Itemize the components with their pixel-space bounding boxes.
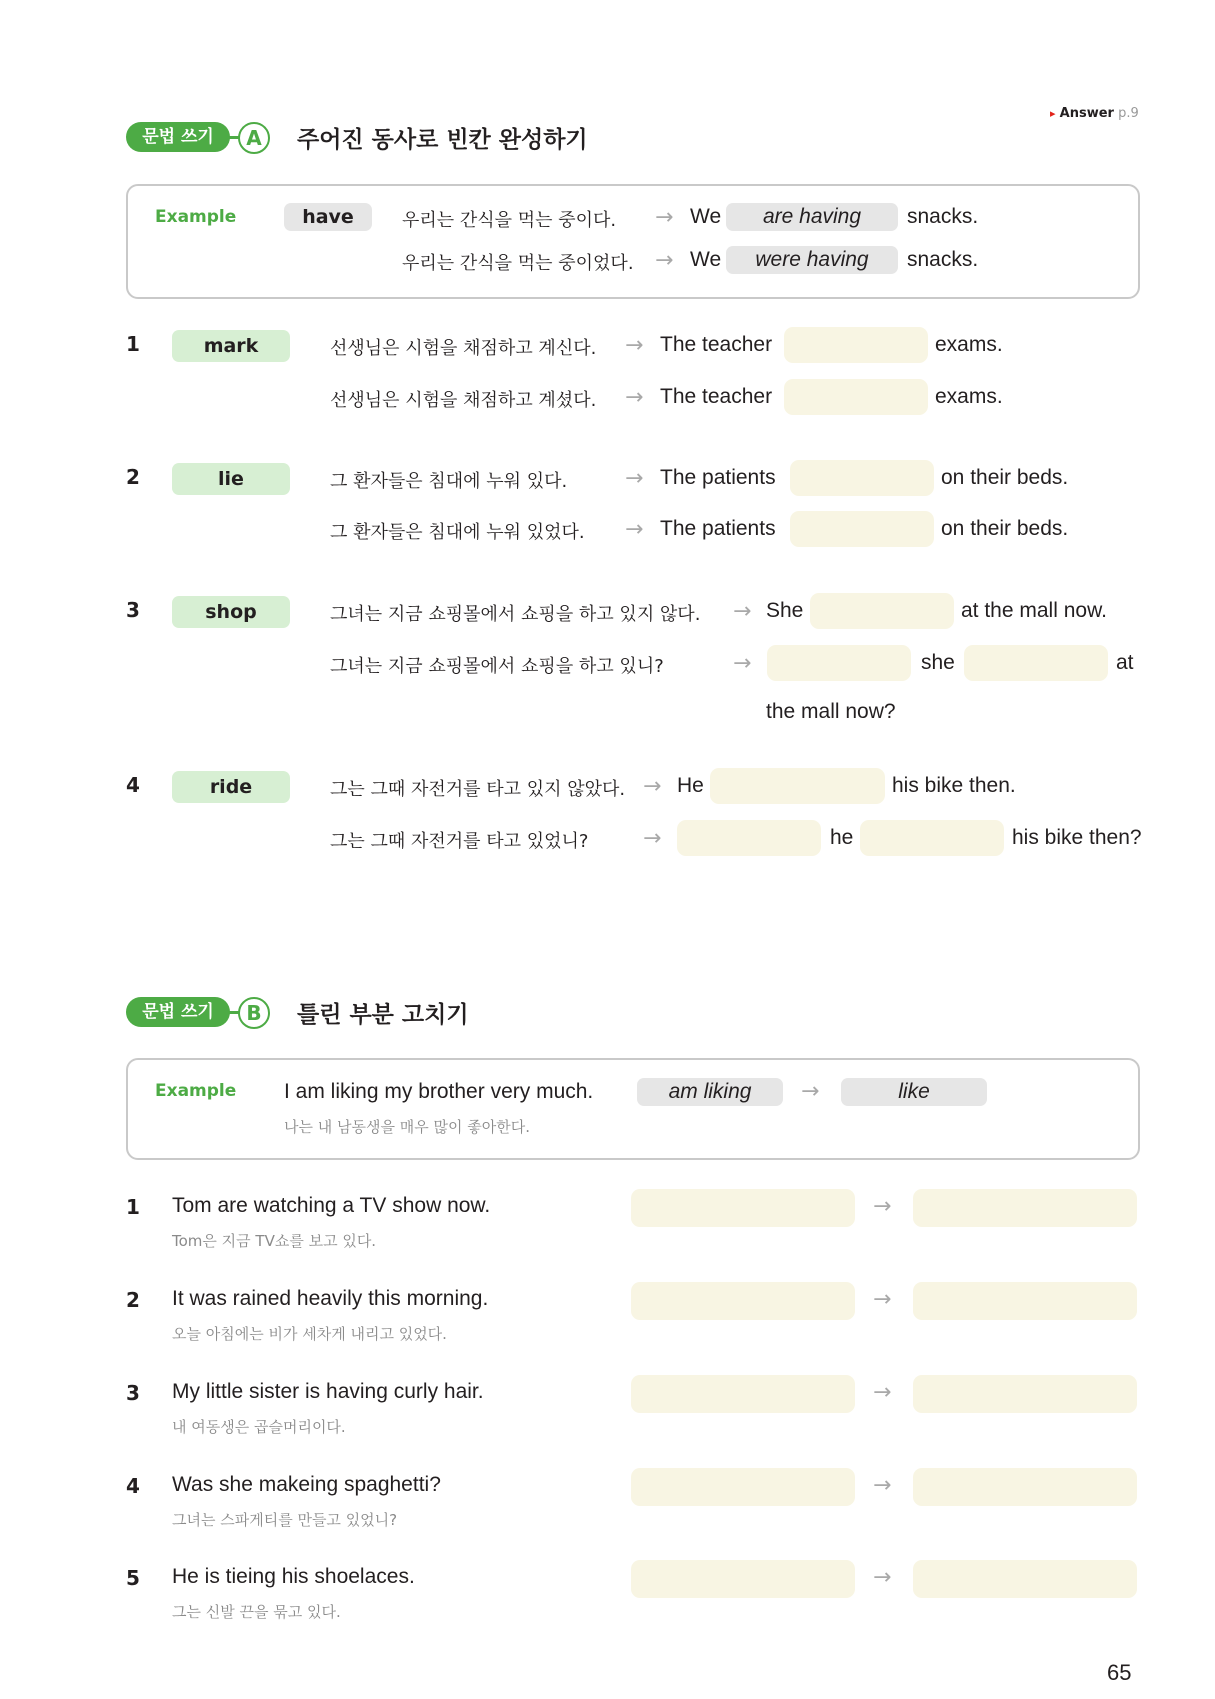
example-subject-2: We	[690, 248, 722, 271]
item-rest: his bike then.	[892, 774, 1016, 797]
item-ko: 그녀는 스파게티를 만들고 있었니?	[172, 1511, 398, 1529]
item-subject: The patients	[660, 517, 776, 540]
answer-blank[interactable]	[710, 768, 885, 804]
section-b-badge: 문법 쓰기	[126, 997, 230, 1027]
section-a-title: 주어진 동사로 빈칸 완성하기	[297, 127, 588, 153]
answer-blank[interactable]	[784, 379, 928, 415]
item-rest: exams.	[935, 385, 1003, 408]
item-rest: at	[1116, 651, 1134, 674]
item-ko: 그 환자들은 침대에 누워 있다.	[330, 471, 568, 492]
item-ko: 그는 그때 자전거를 타고 있었니?	[330, 831, 589, 852]
item-number: 1	[126, 1195, 140, 1219]
correction-blank[interactable]	[913, 1282, 1137, 1320]
item-continuation: the mall now?	[766, 700, 896, 723]
item-subject: He	[677, 774, 704, 797]
example-sentence: I am liking my brother very much.	[284, 1080, 594, 1103]
item-sentence: My little sister is having curly hair.	[172, 1380, 484, 1403]
item-ko: Tom은 지금 TV쇼를 보고 있다.	[172, 1232, 377, 1250]
item-rest: on their beds.	[941, 517, 1069, 540]
wrong-part-blank[interactable]	[631, 1375, 855, 1413]
item-sentence: He is tieing his shoelaces.	[172, 1565, 415, 1588]
section-a-example-box	[126, 184, 1140, 299]
section-b-example-box	[126, 1058, 1140, 1160]
arrow-icon: →	[873, 1380, 892, 1405]
section-b-letter: B	[238, 997, 270, 1029]
example-ko-2: 우리는 간식을 먹는 중이었다.	[402, 253, 634, 274]
item-sentence: Was she makeing spaghetti?	[172, 1473, 441, 1496]
example-rest-2: snacks.	[907, 248, 979, 271]
item-rest: exams.	[935, 333, 1003, 356]
section-a-letter: A	[238, 122, 270, 154]
item-subject: The teacher	[660, 333, 773, 356]
example-ko: 나는 내 남동생을 매우 많이 좋아한다.	[284, 1118, 530, 1136]
arrow-icon: →	[733, 599, 752, 624]
wrong-part-blank[interactable]	[631, 1189, 855, 1227]
arrow-icon: →	[873, 1194, 892, 1219]
item-number: 4	[126, 773, 140, 797]
wrong-part-blank[interactable]	[631, 1282, 855, 1320]
answer-reference	[1050, 106, 1139, 121]
example-label: Example	[155, 1081, 237, 1101]
arrow-icon: →	[733, 651, 752, 676]
arrow-icon: →	[801, 1079, 820, 1104]
answer-blank[interactable]	[677, 820, 821, 856]
arrow-icon: →	[873, 1473, 892, 1498]
item-number: 2	[126, 1288, 140, 1312]
page-number: 65	[1107, 1660, 1132, 1685]
item-sentence: Tom are watching a TV show now.	[172, 1194, 491, 1217]
item-verb: lie	[172, 463, 290, 495]
answer-blank[interactable]	[790, 511, 934, 547]
wrong-part-blank[interactable]	[631, 1560, 855, 1598]
answer-blank[interactable]	[790, 460, 934, 496]
item-ko: 선생님은 시험을 채점하고 계셨다.	[330, 390, 597, 411]
item-ko: 내 여동생은 곱슬머리이다.	[172, 1418, 346, 1436]
item-mid: he	[830, 826, 854, 849]
arrow-icon: →	[655, 205, 674, 230]
answer-blank[interactable]	[784, 327, 928, 363]
item-ko: 그는 그때 자전거를 타고 있지 않았다.	[330, 779, 626, 800]
arrow-icon: →	[643, 774, 662, 799]
arrow-icon: →	[873, 1565, 892, 1590]
example-wrong: am liking	[637, 1078, 783, 1106]
arrow-icon: →	[625, 466, 644, 491]
item-subject: The teacher	[660, 385, 773, 408]
arrow-icon: →	[643, 826, 662, 851]
item-ko: 그녀는 지금 쇼핑몰에서 쇼핑을 하고 있니?	[330, 656, 664, 677]
item-ko: 그녀는 지금 쇼핑몰에서 쇼핑을 하고 있지 않다.	[330, 604, 701, 625]
example-verb: have	[284, 203, 372, 231]
triangle-marker-icon: ▸	[1050, 107, 1056, 120]
item-rest: his bike then?	[1012, 826, 1142, 849]
item-rest: on their beds.	[941, 466, 1069, 489]
correction-blank[interactable]	[913, 1560, 1137, 1598]
wrong-part-blank[interactable]	[631, 1468, 855, 1506]
item-verb: ride	[172, 771, 290, 803]
answer-blank[interactable]	[860, 820, 1004, 856]
example-label: Example	[155, 207, 237, 227]
arrow-icon: →	[625, 385, 644, 410]
item-ko: 그 환자들은 침대에 누워 있었다.	[330, 522, 585, 543]
item-number: 4	[126, 1474, 140, 1498]
answer-blank[interactable]	[767, 645, 911, 681]
answer-blank[interactable]	[964, 645, 1108, 681]
section-b-title: 틀린 부분 고치기	[297, 1002, 469, 1028]
item-ko: 선생님은 시험을 채점하고 계신다.	[330, 338, 597, 359]
item-number: 1	[126, 332, 140, 356]
example-correct: like	[841, 1078, 987, 1106]
example-answer-1: are having	[726, 203, 898, 231]
item-sentence: It was rained heavily this morning.	[172, 1287, 489, 1310]
item-subject: The patients	[660, 466, 776, 489]
item-verb: shop	[172, 596, 290, 628]
item-number: 3	[126, 598, 140, 622]
item-ko: 그는 신발 끈을 묶고 있다.	[172, 1603, 341, 1621]
example-subject-1: We	[690, 205, 722, 228]
item-subject: She	[766, 599, 804, 622]
arrow-icon: →	[655, 248, 674, 273]
correction-blank[interactable]	[913, 1189, 1137, 1227]
item-number: 3	[126, 1381, 140, 1405]
item-number: 5	[126, 1566, 140, 1590]
example-rest-1: snacks.	[907, 205, 979, 228]
arrow-icon: →	[625, 517, 644, 542]
item-number: 2	[126, 465, 140, 489]
section-a-badge: 문법 쓰기	[126, 122, 230, 152]
item-verb: mark	[172, 330, 290, 362]
arrow-icon: →	[873, 1287, 892, 1312]
item-mid: she	[921, 651, 955, 674]
correction-blank[interactable]	[913, 1468, 1137, 1506]
correction-blank[interactable]	[913, 1375, 1137, 1413]
arrow-icon: →	[625, 333, 644, 358]
answer-page: p.9	[1118, 106, 1139, 121]
answer-blank[interactable]	[810, 593, 954, 629]
item-ko: 오늘 아침에는 비가 세차게 내리고 있었다.	[172, 1325, 447, 1343]
example-ko-1: 우리는 간식을 먹는 중이다.	[402, 210, 617, 231]
item-rest: at the mall now.	[961, 599, 1107, 622]
answer-label: Answer	[1059, 106, 1114, 121]
example-answer-2: were having	[726, 246, 898, 274]
